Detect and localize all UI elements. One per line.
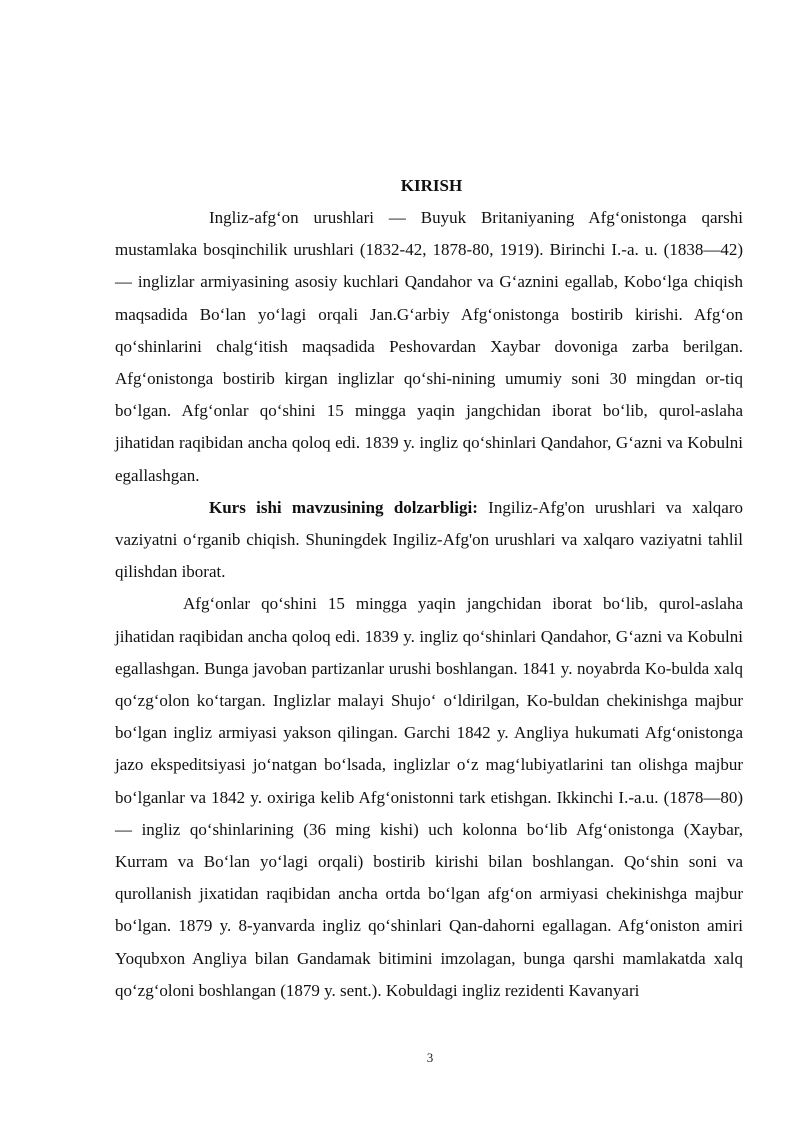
document-page xyxy=(115,170,743,1007)
page-number: 3 xyxy=(426,1050,434,1065)
paragraph-relevance xyxy=(115,492,743,589)
paragraph-intro: Ingliz-afg‘on urushlari — Buyuk Britaniyaning Afg‘onistonga qarshi mustamlaka bosqinchilik urushlari (1832-42, 1878-80, 1919). Birinchi I.-a. u. (1838—42) — inglizlar armiyasining asosiy kuchlari Qandahor va G‘aznini egallab, Kobo‘lga chiqish maqsadida Bo‘lan yo‘lagi orqali Jan.G‘arbiy Afg‘onistonga bostirib kirishi. Afg‘on qo‘shinlarini chalg‘itish maqsadida Peshovardan Xaybar dovoniga zarba berilgan. Afg‘onistonga bostirib kirgan inglizlar qo‘shi-nining umumiy soni 30 mingdan or-tiq bo‘lgan. Afg‘onlar qo‘shini 15 mingga yaqin jangchidan iborat bo‘lib, qurol-aslaha jihatidan raqibidan ancha qoloq edi. 1839 y. ingliz qo‘shinlari Qandahor, G‘azni va Kobulni egallashgan. xyxy=(115,208,743,485)
relevance-text: Ingiliz-Afg'on urushlari va xalqaro vaziyatni o‘rganib chiqish. Shuningdek Ingiliz-Afg'on urushlari va xalqaro vaziyatni tahlil qilishdan iborat. xyxy=(115,497,743,582)
paragraph-history: Afg‘onlar qo‘shini 15 mingga yaqin jangchidan iborat bo‘lib, qurol-aslaha jihatidan raqibidan ancha qoloq edi. 1839 y. ingliz qo‘shinlari Qandahor, G‘azni va Kobulni egallashgan. Bunga javoban partizanlar urushi boshlangan. 1841 y. noyabrda Ko-bulda xalq qo‘zg‘olon ko‘targan. Inglizlar malayi Shujo‘ o‘ldirilgan, Ko-buldan chekinishga majbur bo‘lgan ingliz armiyasi yakson qilingan. Garchi 1842 y. Angliya hukumati Afg‘onistonga jazo ekspeditsiyasi jo‘natgan bo‘lsada, inglizlar o‘z mag‘lubiyatlarini tan olishga majbur bo‘lganlar va 1842 y. oxiriga kelib Afg‘onistonni tark etishgan. Ikkinchi I.-a.u. (1878—80) — ingliz qo‘shinlarining (36 ming kishi) uch kolonna bo‘lib Afg‘onistonga (Xaybar, Kurram va Bo‘lan yo‘lagi orqali) bostirib kirishi bilan boshlangan. Qo‘shin soni va qurollanish jixatidan raqibidan ancha ortda bo‘lgan afg‘on armiyasi chekinishga majbur bo‘lgan. 1879 y. 8-yanvarda ingliz qo‘shinlari Qan-dahorni egallagan. Afg‘oniston amiri Yoqubxon Angliya bilan Gandamak bitimini imzolagan, bunga qarshi mamlakatda xalq qo‘zg‘oloni boshlangan (1879 y. sent.). Kobuldagi ingliz rezidenti Kavanyari xyxy=(115,594,743,1000)
relevance-heading: Kurs ishi mavzusining dolzarbligi: xyxy=(209,497,478,517)
document-title: KIRISH xyxy=(400,176,463,195)
